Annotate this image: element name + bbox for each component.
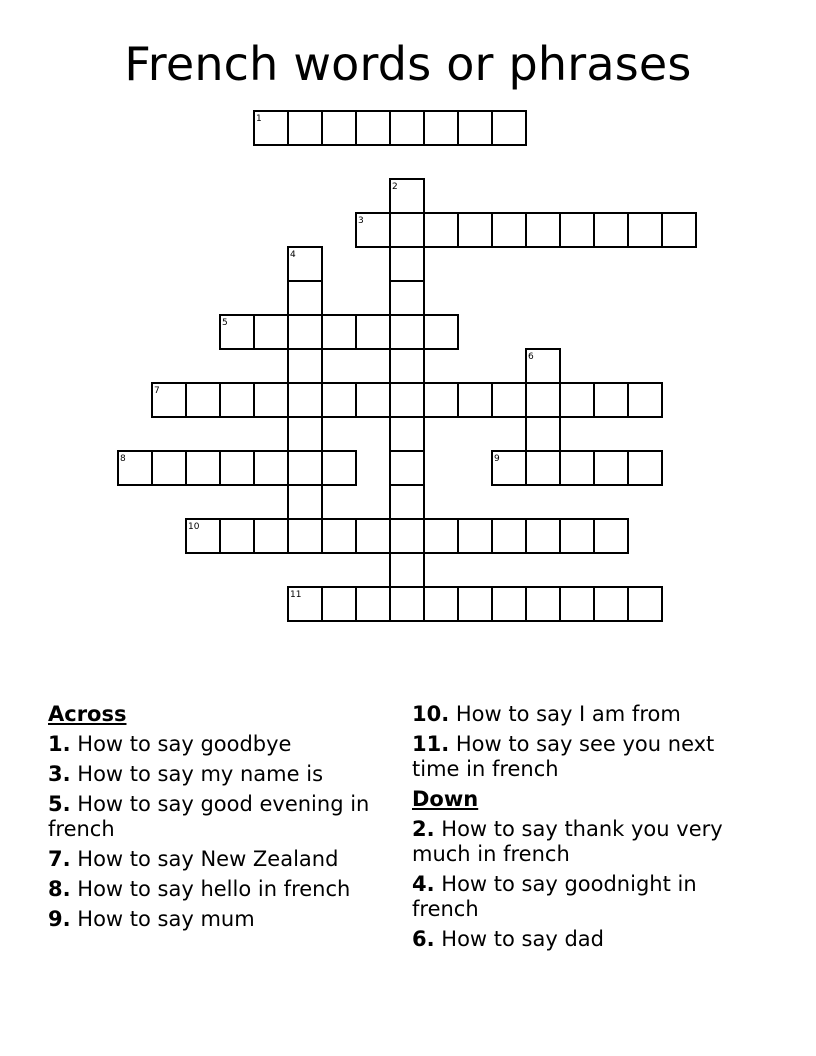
crossword-cell xyxy=(628,587,662,621)
crossword-cell xyxy=(628,213,662,247)
cell-number-1: 1 xyxy=(256,114,262,124)
crossword-cell xyxy=(254,519,288,553)
crossword-cell xyxy=(390,349,424,383)
crossword-cell xyxy=(186,383,220,417)
crossword-cell xyxy=(628,383,662,417)
crossword-cell xyxy=(152,451,186,485)
cell-number-5: 5 xyxy=(222,318,228,328)
crossword-cell xyxy=(356,111,390,145)
crossword-cell xyxy=(390,111,424,145)
crossword-cell xyxy=(288,349,322,383)
crossword-cell xyxy=(526,451,560,485)
crossword-cell xyxy=(458,587,492,621)
crossword-cell xyxy=(390,553,424,587)
crossword-cell xyxy=(220,519,254,553)
cell-number-8: 8 xyxy=(120,454,126,464)
crossword-cell xyxy=(390,281,424,315)
crossword-cell xyxy=(594,213,628,247)
crossword-cell xyxy=(322,451,356,485)
cell-number-11: 11 xyxy=(290,590,302,600)
crossword-cell xyxy=(186,451,220,485)
crossword-cell xyxy=(594,383,628,417)
across-clue-9: 9. How to say mum xyxy=(48,907,255,931)
crossword-cell xyxy=(288,451,322,485)
crossword-cell xyxy=(356,383,390,417)
crossword-cell xyxy=(356,587,390,621)
crossword-cell xyxy=(288,519,322,553)
crossword-cell xyxy=(288,111,322,145)
across-clue-8: 8. How to say hello in french xyxy=(48,877,351,901)
crossword-cell xyxy=(390,315,424,349)
crossword-cell xyxy=(526,587,560,621)
cell-number-2: 2 xyxy=(392,182,398,192)
down-clue-6: 6. How to say dad xyxy=(412,927,604,951)
clues-left-column xyxy=(48,702,400,937)
down-clue-2: 2. How to say thank you very much in french xyxy=(412,817,723,866)
crossword-cell xyxy=(526,417,560,451)
crossword-cell xyxy=(390,519,424,553)
crossword-cell xyxy=(560,587,594,621)
cell-number-4: 4 xyxy=(290,250,296,260)
across-clue-1: 1. How to say goodbye xyxy=(48,732,292,756)
crossword-cell xyxy=(322,587,356,621)
crossword-cell xyxy=(390,485,424,519)
crossword-cell xyxy=(492,519,526,553)
cell-number-9: 9 xyxy=(494,454,500,464)
cell-number-3: 3 xyxy=(358,216,364,226)
crossword-cell xyxy=(390,587,424,621)
crossword-cell xyxy=(526,383,560,417)
crossword-cell xyxy=(628,451,662,485)
across-clue-5: 5. How to say good evening in french xyxy=(48,792,370,841)
cell-number-10: 10 xyxy=(188,522,200,532)
across-clue-11: 11. How to say see you next time in french xyxy=(412,732,715,781)
across-clue-7: 7. How to say New Zealand xyxy=(48,847,339,871)
crossword-cell xyxy=(458,383,492,417)
crossword-cell xyxy=(390,213,424,247)
crossword-cell xyxy=(492,587,526,621)
crossword-cell xyxy=(390,247,424,281)
crossword-cell xyxy=(492,213,526,247)
crossword-cell xyxy=(322,111,356,145)
crossword-cell xyxy=(288,281,322,315)
crossword-cell xyxy=(526,519,560,553)
crossword-cell xyxy=(594,587,628,621)
crossword-cell xyxy=(288,485,322,519)
crossword-cell xyxy=(288,417,322,451)
crossword-cell xyxy=(356,519,390,553)
crossword-cell xyxy=(424,213,458,247)
cell-number-7: 7 xyxy=(154,386,160,396)
clues-right-column xyxy=(412,702,752,957)
crossword-cell xyxy=(458,519,492,553)
crossword-cell xyxy=(254,383,288,417)
crossword-cell xyxy=(662,213,696,247)
crossword-cell xyxy=(322,315,356,349)
crossword-cell xyxy=(390,383,424,417)
page-title: French words or phrases xyxy=(124,37,692,91)
crossword-cell xyxy=(424,111,458,145)
crossword-cell xyxy=(560,213,594,247)
crossword-cell xyxy=(254,315,288,349)
crossword-cell xyxy=(390,417,424,451)
crossword-cell xyxy=(220,383,254,417)
crossword-cell xyxy=(356,315,390,349)
across-clue-10: 10. How to say I am from xyxy=(412,702,681,726)
down-heading: Down xyxy=(412,787,479,811)
crossword-cell xyxy=(322,519,356,553)
crossword-cell xyxy=(390,451,424,485)
across-heading: Across xyxy=(48,702,127,726)
crossword-cell xyxy=(560,451,594,485)
crossword-cell xyxy=(594,451,628,485)
crossword-cell xyxy=(492,111,526,145)
crossword-cell xyxy=(424,519,458,553)
crossword-cell xyxy=(594,519,628,553)
crossword-cell xyxy=(288,383,322,417)
across-clue-3: 3. How to say my name is xyxy=(48,762,324,786)
crossword-cell xyxy=(288,315,322,349)
cell-number-6: 6 xyxy=(528,352,534,362)
crossword-cell xyxy=(424,315,458,349)
crossword-cell xyxy=(254,451,288,485)
down-clue-4: 4. How to say goodnight in french xyxy=(412,872,697,921)
crossword-cell xyxy=(458,111,492,145)
crossword-cell xyxy=(458,213,492,247)
crossword-cell xyxy=(492,383,526,417)
crossword-cell xyxy=(424,587,458,621)
crossword-cell xyxy=(526,213,560,247)
crossword-cell xyxy=(220,451,254,485)
crossword-cell xyxy=(424,383,458,417)
crossword-cell xyxy=(560,383,594,417)
crossword-cell xyxy=(560,519,594,553)
crossword-cell xyxy=(322,383,356,417)
